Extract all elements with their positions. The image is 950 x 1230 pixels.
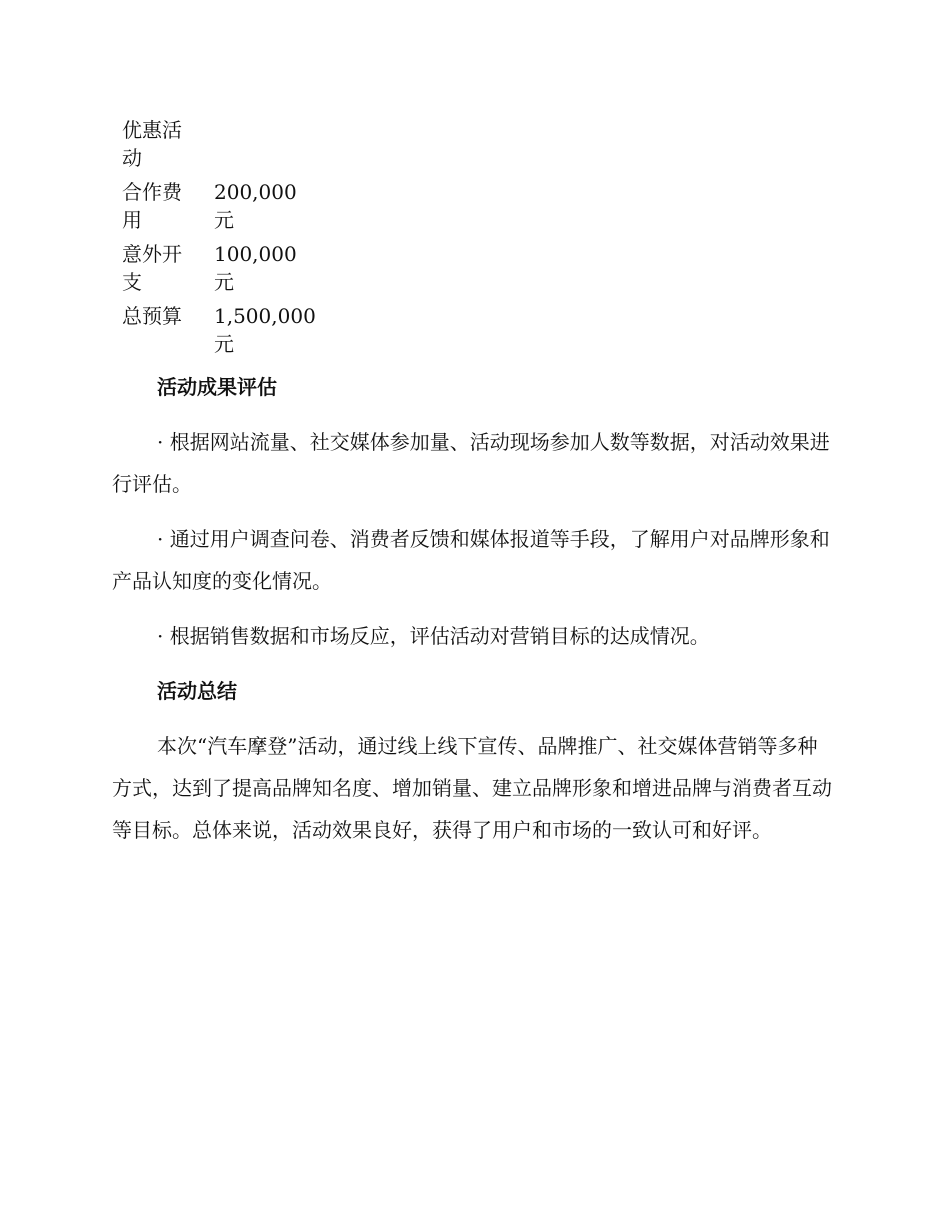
budget-amount-cell: 200,000 元	[214, 180, 297, 232]
budget-item-cell: 合作费用	[122, 180, 182, 232]
summary-heading: 活动总结	[157, 679, 237, 703]
budget-item-cell: 意外开支	[122, 242, 182, 294]
budget-item-cell: 优惠活动	[122, 118, 182, 170]
summary-paragraph: 本次“汽车摩登”活动，通过线上线下宣传、品牌推广、社交媒体营销等多种方式，达到了提高品牌知名度、增加销量、建立品牌形象和增进品牌与消费者互动等目标。总体来说，活动效果良好，获得了用户和市场的一致认可和好评。	[112, 734, 832, 842]
evaluation-heading: 活动成果评估	[157, 375, 277, 399]
budget-table	[112, 113, 316, 361]
evaluation-bullet: · 根据销售数据和市场反应，评估活动对营销目标的达成情况。	[157, 624, 710, 648]
budget-amount-cell: 100,000 元	[214, 242, 297, 294]
table-row	[112, 175, 316, 237]
table-row	[112, 299, 316, 361]
table-row	[112, 113, 316, 175]
budget-amount-cell: 1,500,000 元	[214, 304, 316, 356]
evaluation-bullet: · 根据网站流量、社交媒体参加量、活动现场参加人数等数据，对活动效果进行评估。	[112, 430, 830, 496]
evaluation-bullet: · 通过用户调查问卷、消费者反馈和媒体报道等手段，了解用户对品牌形象和产品认知度的变化情况。	[112, 527, 830, 593]
budget-item-cell: 总预算	[122, 304, 182, 328]
table-row	[112, 237, 316, 299]
budget-amount-cell	[214, 113, 316, 175]
